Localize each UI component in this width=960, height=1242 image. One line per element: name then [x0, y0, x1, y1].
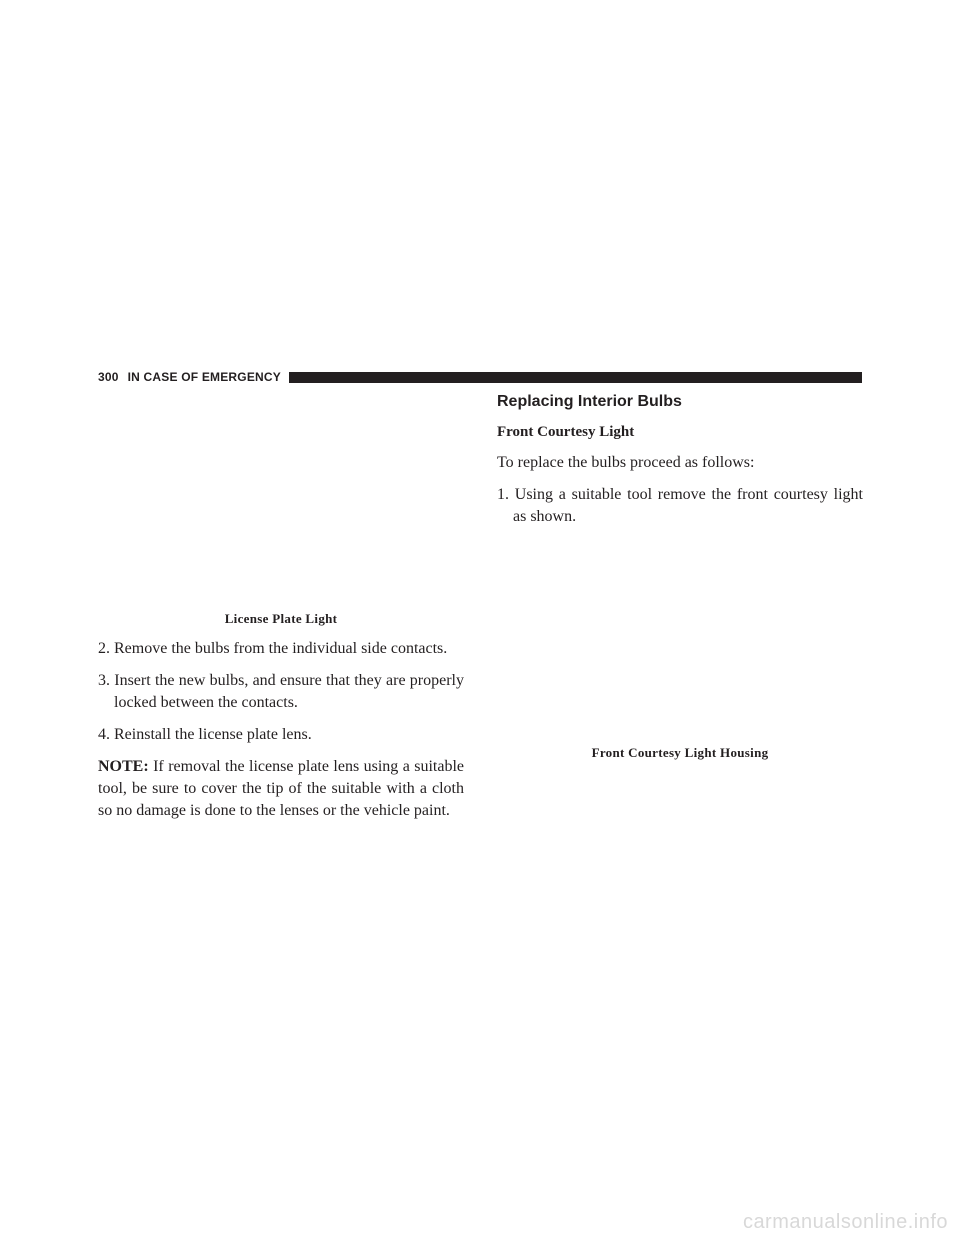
page-header [98, 368, 862, 386]
intro-paragraph: To replace the bulbs proceed as follows: [497, 454, 755, 471]
left-column [98, 400, 464, 832]
watermark: carmanualsonline.info [742, 1211, 948, 1233]
page-number: 300 [98, 370, 119, 384]
step-1: 1. Using a suitable tool remove the front courtesy light as shown. [497, 486, 863, 525]
figure-caption-license-plate-light: License Plate Light [224, 611, 338, 626]
subheading-front-courtesy-light: Front Courtesy Light [497, 424, 635, 440]
header-rule [289, 372, 862, 383]
step-3: 3. Insert the new bulbs, and ensure that they are properly locked between the contacts. [98, 672, 464, 711]
right-column [497, 392, 863, 762]
front-courtesy-light-figure [497, 538, 863, 744]
note-paragraph [98, 756, 464, 822]
step-4: 4. Reinstall the license plate lens. [98, 726, 312, 743]
section-title: IN CASE OF EMERGENCY [127, 370, 281, 384]
license-plate-light-figure [98, 400, 464, 610]
section-heading: Replacing Interior Bulbs [497, 393, 682, 410]
note-label: NOTE: [98, 758, 149, 775]
figure-caption-front-courtesy-light: Front Courtesy Light Housing [591, 745, 769, 760]
step-2: 2. Remove the bulbs from the individual side contacts. [98, 640, 448, 657]
note-text: If removal the license plate lens using a suitable tool, be sure to cover the tip of the suitable with a cloth so no damage is done to the lenses or the vehicle paint. [98, 758, 464, 819]
